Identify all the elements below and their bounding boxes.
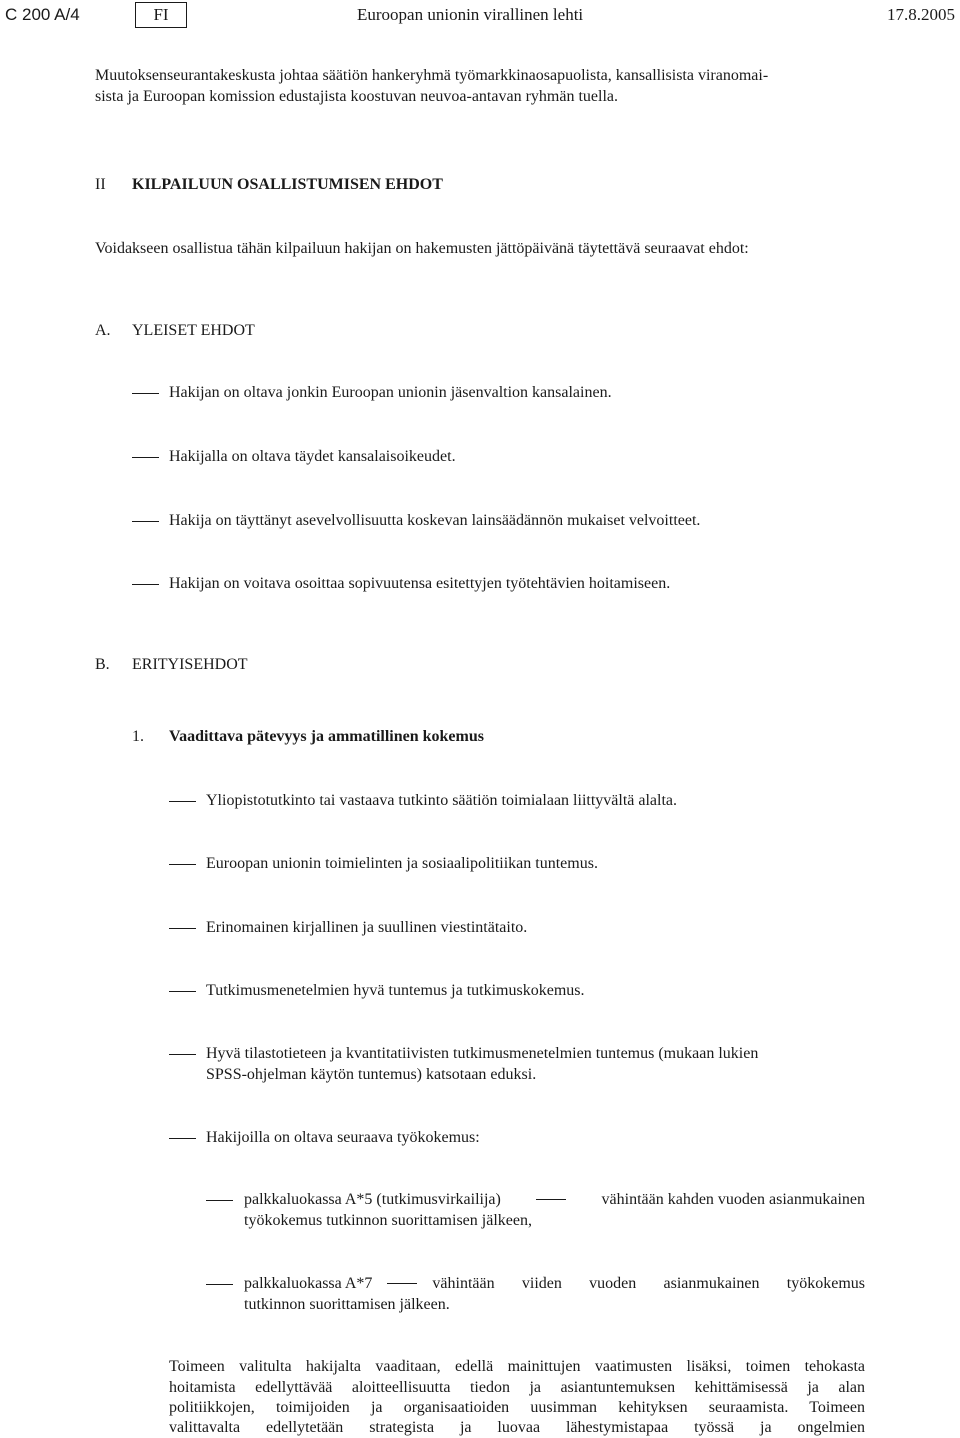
- journal-title: Euroopan unionin virallinen lehti: [357, 5, 584, 24]
- requirement-2: Euroopan unionin toimielinten ja sosiaalipolitiikan tuntemus.: [206, 855, 598, 872]
- section-b-label: B.: [95, 656, 110, 673]
- bullet-dash: [169, 864, 196, 865]
- experience-a7-line-2: tutkinnon suorittamisen jälkeen.: [244, 1296, 450, 1313]
- bullet-dash: [169, 1138, 196, 1139]
- requirement-6: Hakijoilla on oltava seuraava työkokemus:: [206, 1129, 480, 1146]
- closing-line-1: Toimeen valitulta hakijalta vaaditaan, edellä mainittujen vaatimusten lisäksi, toimen tehokasta: [169, 1358, 865, 1375]
- subsection-1-title: Vaadittava pätevyys ja ammatillinen kokemus: [169, 728, 484, 745]
- journal-code: C 200 A/4: [5, 5, 80, 24]
- bullet-dash: [169, 1054, 196, 1055]
- intro-line-2: sista ja Euroopan komission edustajista koostuvan neuvoa-antavan ryhmän tuella.: [95, 88, 618, 105]
- section-a-label: A.: [95, 322, 111, 339]
- experience-a5-line-1: [244, 1189, 865, 1210]
- experience-a5-grade: palkkaluokassa A*5 (tutkimusvirkailija): [244, 1191, 501, 1208]
- section-ii-text: Voidakseen osallistua tähän kilpailuun hakijan on hakemusten jättöpäivänä täytettävä seuraavat ehdot:: [95, 240, 749, 257]
- closing-line-2: hoitamista edellyttävää aloitteellisuutta tiedon ja asiantuntemuksen kehittämisessä ja alan: [169, 1379, 865, 1396]
- requirement-3: Erinomainen kirjallinen ja suullinen viestintätaito.: [206, 919, 528, 936]
- bullet-dash: [206, 1200, 233, 1201]
- experience-a7-grade: palkkaluokassa A*7: [244, 1275, 373, 1292]
- general-condition-4: Hakijan on voitava osoittaa sopivuutensa esitettyjen työtehtävien hoitamiseen.: [169, 575, 671, 592]
- closing-line-3: politiikkojen, toimijoiden ja organisaatioiden uusimman kehityksen seuraamista. Toimeen: [169, 1399, 865, 1416]
- bullet-dash: [132, 393, 159, 394]
- section-ii-title: KILPAILUUN OSALLISTUMISEN EHDOT: [132, 176, 443, 193]
- general-condition-1: Hakijan on oltava jonkin Euroopan unionin jäsenvaltion kansalainen.: [169, 384, 612, 401]
- bullet-dash: [132, 457, 159, 458]
- experience-a5-line-2: työkokemus tutkinnon suorittamisen jälkeen,: [244, 1212, 532, 1229]
- language-badge: FI: [135, 2, 187, 28]
- inline-dash: [387, 1283, 417, 1284]
- bullet-dash: [169, 991, 196, 992]
- bullet-dash: [206, 1284, 233, 1285]
- section-b-title: ERITYISEHDOT: [132, 656, 248, 673]
- section-ii-number: II: [95, 176, 106, 193]
- experience-a7-requirement: vähintään viiden vuoden asianmukainen työkokemus: [432, 1275, 865, 1292]
- requirement-1: Yliopistotutkinto tai vastaava tutkinto säätiön toimialaan liittyvältä alalta.: [206, 792, 678, 809]
- intro-line-1: Muutoksenseurantakeskusta johtaa säätiön hankeryhmä työmarkkinaosapuolista, kansallisista viranomai-: [95, 67, 769, 84]
- experience-a5-requirement: vähintään kahden vuoden asianmukainen: [601, 1191, 865, 1208]
- bullet-dash: [169, 928, 196, 929]
- closing-line-4: valittavalta edellytetään strategista ja luovaa lähestymistapaa työssä ja ongelmien: [169, 1419, 865, 1436]
- bullet-dash: [132, 584, 159, 585]
- general-condition-2: Hakijalla on oltava täydet kansalaisoikeudet.: [169, 448, 456, 465]
- requirement-5-line-2: SPSS-ohjelman käytön tuntemus) katsotaan eduksi.: [206, 1066, 537, 1083]
- requirement-5-line-1: Hyvä tilastotieteen ja kvantitatiivisten tutkimusmenetelmien tuntemus (mukaan lukien: [206, 1045, 759, 1062]
- inline-dash: [536, 1199, 566, 1200]
- requirement-4: Tutkimusmenetelmien hyvä tuntemus ja tutkimuskokemus.: [206, 982, 585, 999]
- general-condition-3: Hakija on täyttänyt asevelvollisuutta koskevan lainsäädännön mukaiset velvoitteet.: [169, 512, 701, 529]
- experience-a7-line-1: [244, 1273, 865, 1294]
- bullet-dash: [132, 521, 159, 522]
- subsection-1-number: 1.: [132, 728, 144, 745]
- section-a-title: YLEISET EHDOT: [132, 322, 255, 339]
- publication-date: 17.8.2005: [887, 5, 955, 24]
- bullet-dash: [169, 801, 196, 802]
